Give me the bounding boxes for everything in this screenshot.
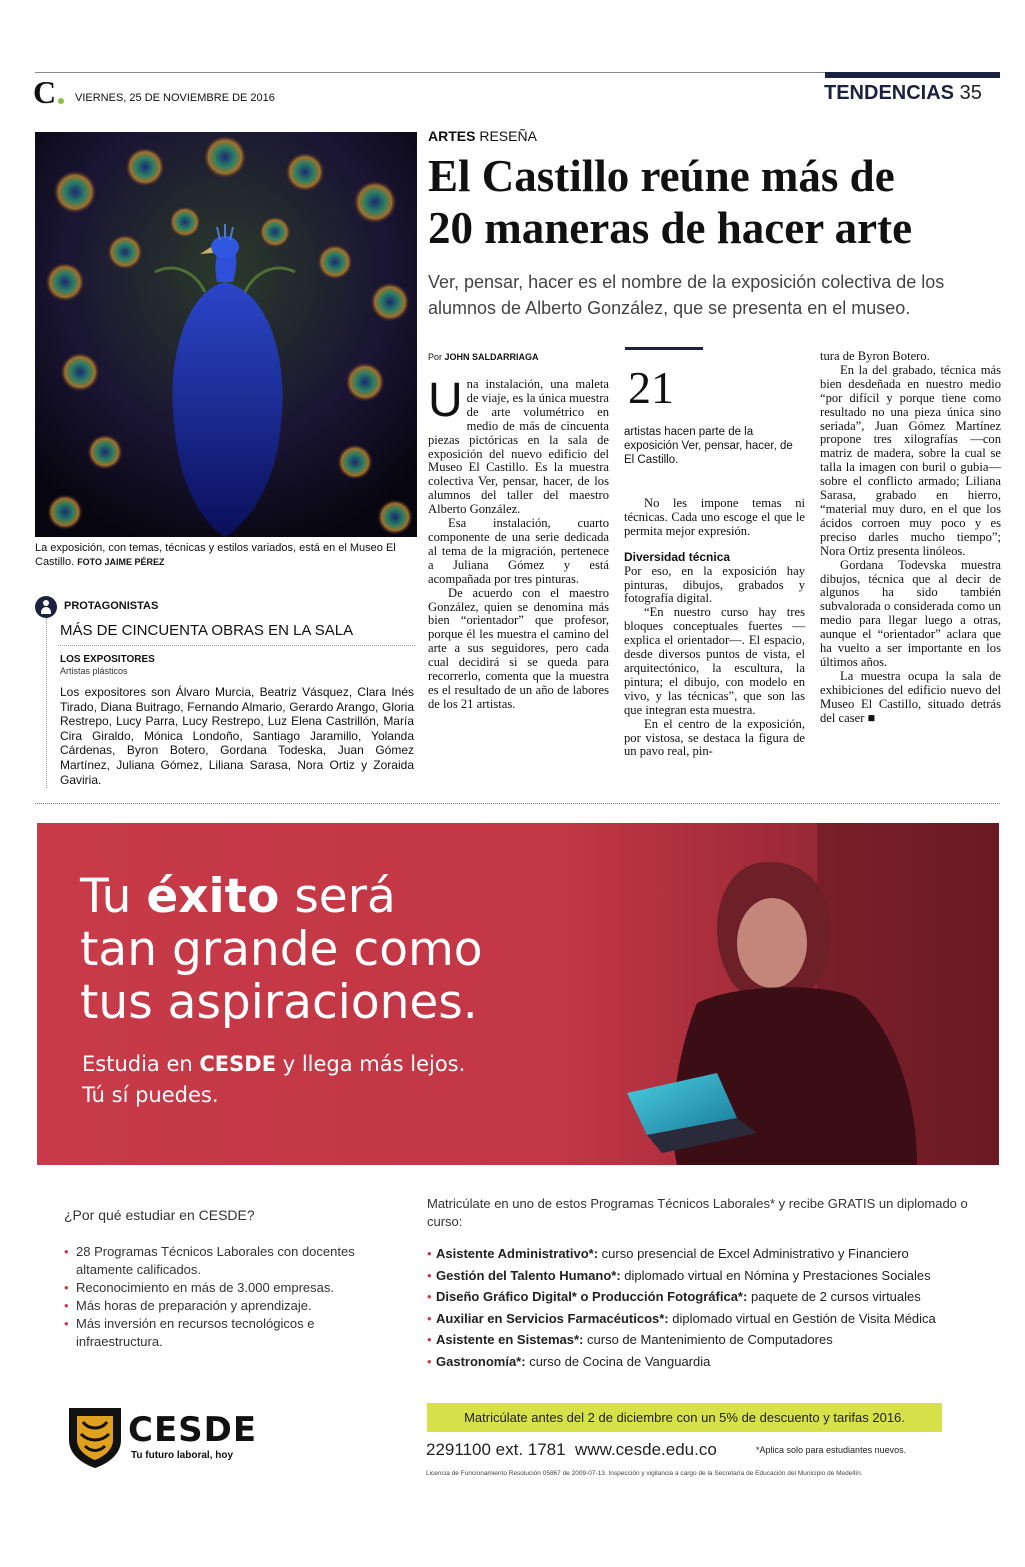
ad-sub-1b: CESDE [199,1052,277,1076]
cesde-brand: CESDE [128,1410,258,1450]
ad-headline [80,870,483,1029]
program-detail: curso de Cocina de Vanguardia [525,1353,711,1369]
paragraph: En la del grabado, técnica más bien desdeñada en nuestro medio “por difícil y porque tiene como resultado no una pieza única sino seriada”, Juan Gómez Martínez propone tres xilografías —con matriz de madera, sobre la cual se talla la imagen con buril o gubia— sobre el conflicto armado; Liliana Sarasa, grabado en hierro, “material muy duro, en el que los ácidos corroen muy poco y es preciso darles mucho tiempo”; Nora Ortiz presenta linóleos. [820,362,1001,558]
section-name: TENDENCIAS [824,82,955,104]
paragraph: De acuerdo con el maestro González, quien se denomina más bien “orientador” que profesor, porque él les muestra el camino del arte a sus seguidores, pero cada cual decidirá si se queda para recorrerlo, comenta que la muestra es el resultado de un año de labores de los 21 artistas. [428,585,609,711]
issue-date: VIERNES, 25 DE NOVIEMBRE DE 2016 [75,92,275,104]
cesde-tagline: Tu futuro laboral, hoy [131,1450,234,1461]
list-item [427,1286,997,1308]
list-item [427,1351,997,1373]
ad-sub-1c: y llega más lejos. [276,1052,466,1076]
program-name: Diseño Gráfico Digital* o Producción Fotográfica*: [436,1289,748,1304]
kicker [428,128,537,144]
ad-headline-1a: Tu [80,869,147,924]
paragraph: “En nuestro curso hay tres bloques conceptuales fuertes —explica el orientador—. El espacio, desde diversos puntos de vista, el arquitectónico, la escultura, la pintura; el dibujo, con modelo en vivo, y las técnicas”, que son las que integran esta muestra. [624,605,805,717]
programs-intro: Matricúlate en uno de estos Programas Técnicos Laborales* y recibe GRATIS un diplomado o curso: [427,1196,968,1229]
programs-list [427,1243,997,1372]
promo-banner: Matricúlate antes del 2 de diciembre con un 5% de descuento y tarifas 2016. [427,1403,942,1432]
program-detail: curso presencial de Excel Administrativo y Financiero [598,1246,909,1261]
program-name: Asistente en Sistemas*: [436,1332,584,1347]
paragraph: Gordana Todevska muestra dibujos, técnica que al decir de algunos ha sido también subvalorada o considerada como un medio para llegar luego a otras, aunque el “orientador” aclara que ha vuelto a ser importante en los últimos años. [820,557,1001,669]
stat-label: artistas hacen parte de la exposición Ver, pensar, hacer, de El Castillo. [624,426,793,466]
stat-bar [625,347,703,350]
ad-headline-1b: éxito [146,869,280,924]
program-detail: diplomado virtual en Nómina y Prestaciones Sociales [620,1267,931,1283]
paragraph: No les impone temas ni técnicas. Cada uno escoge el que le permita mejor expresión. [624,496,805,538]
byline-name: JOHN SALDARRIAGA [444,352,539,362]
byline [428,352,539,362]
program-name: Gastronomía*: [436,1353,526,1369]
program-detail: diplomado virtual en Gestión de Visita Médica [668,1310,936,1326]
person-icon [35,596,57,618]
subhead: Diversidad técnica [624,549,731,564]
paragraph: La muestra ocupa la sala de exhibiciones del edificio nuevo del Museo El Castillo, situado detrás del caser ■ [820,668,1001,725]
list-item: • Reconocimiento en más de 3.000 empresas. [64,1279,404,1297]
list-item: • 28 Programas Técnicos Laborales con docentes altamente calificados. [64,1243,404,1279]
byline-prefix: Por [428,352,443,362]
list-item: • Más inversión en recursos tecnológicos e infraestructura. [64,1315,404,1351]
dek: Ver, pensar, hacer es el nombre de la exposición colectiva de los alumnos de Alberto González, que se presenta en el museo. [428,272,945,318]
list-item [427,1329,997,1351]
article-column-1 [428,374,609,712]
why-title: ¿Por qué estudiar en CESDE? [64,1207,255,1223]
kicker-category: ARTES [428,128,476,144]
program-name: Asistente Administrativo*: [436,1246,599,1261]
stat-number: 21 [628,362,674,413]
program-detail: paquete de 2 cursos virtuales [747,1289,921,1304]
expositores-note: Artistas plásticos [60,666,128,676]
headline [428,150,1003,254]
kicker-type: RESEÑA [479,128,537,144]
dotted-rule [58,645,415,646]
list-item [427,1265,997,1287]
ad-subheadline [82,1049,465,1111]
photo-caption [35,541,415,569]
protagonistas-title: PROTAGONISTAS [64,600,159,612]
expositores-text: Los expositores son Álvaro Murcia, Beatriz Vásquez, Clara Inés Tirado, Diana Buitrago, Fernando Almario, Gerardo Arango, Gloria Restrepo, Lucy Parra, Lucy Restrepo, Luz Elena Castrillón, María Cira Giraldo, Mónica Londoño, Santiago Jaramillo, Yolanda Cárdenas, Byron Botero, Gordana Todeska, Juan Gómez Martínez, Juliana Gómez, Liliana Sarasa, Nora Ortiz y Zoraida Gaviria. [60,685,414,787]
program-detail: curso de Mantenimiento de Computadores [583,1332,833,1347]
paragraph: Por eso, en la exposición hay pinturas, dibujos, grabados y fotografía digital. [624,563,805,606]
footnote: *Aplica solo para estudiantes nuevos. [756,1445,907,1455]
contact-line [426,1440,717,1460]
ad-headline-2: tan grande como [80,922,483,977]
license-text: Licencia de Funcionamiento Resolución 05867 de 2009-07-13. Inspección y vigilancia a cargo de la Secretaría de Educación del Municipio de Medellín. [426,1470,863,1477]
ad-sub-1a: Estudia en [82,1052,200,1076]
ad-sub-2: Tú sí puedes. [82,1083,219,1107]
photo-credit: FOTO JAIME PÉREZ [77,557,165,567]
ad-headline-1c: será [279,869,396,924]
protagonistas-divider [46,618,48,788]
ad-separator [35,803,1000,804]
section-bar [825,72,1000,78]
list-item [427,1243,997,1265]
ad-headline-3: tus aspiraciones. [80,975,478,1030]
headline-line-2: 20 maneras de hacer arte [428,203,913,253]
phone: 2291100 ext. 1781 [426,1440,566,1459]
newspaper-logo: C [33,74,57,110]
drop-cap: U [428,374,463,427]
peacock-photo [35,132,417,537]
section-title [824,82,982,105]
paragraph: En el centro de la exposición, por vistosa, se destaca la figura de un pavo real, pin- [624,716,805,759]
program-name: Gestión del Talento Humano*: [436,1267,621,1283]
paragraph: tura de Byron Botero. [820,349,930,363]
list-item [427,1308,997,1330]
paragraph: Esa instalación, cuarto componente de una serie dedicada al tema de la migración, pertenece a Juliana Gómez y está acompañada por tres pinturas. [428,516,609,586]
article-column-3 [820,350,1001,725]
logo-dot [58,98,64,104]
article-column-2 [624,497,805,759]
website-link[interactable]: www.cesde.edu.co [575,1440,717,1459]
reasons-list [64,1243,404,1351]
protagonistas-blurb: MÁS DE CINCUENTA OBRAS EN LA SALA [60,622,354,639]
list-item: • Más horas de preparación y aprendizaje. [64,1297,404,1315]
headline-line-1: El Castillo reúne más de [428,151,895,201]
peacock-illustration [35,132,417,537]
paragraph: na instalación, una maleta de viaje, es la única muestra de arte volumétrico en medio de más de cincuenta piezas pictóricas en la sala de exposición del nuevo edificio del Museo El Castillo. Es la muestra colectiva Ver, pensar, hacer, de los alumnos del taller del maestro Alberto González. [428,377,609,517]
caption-text: La exposición, con temas, técnicas y estilos variados, está en el Museo El Castillo. [35,542,396,568]
program-name: Auxiliar en Servicios Farmacéuticos*: [436,1310,669,1326]
expositores-title: LOS EXPOSITORES [60,654,155,665]
page-number: 35 [959,82,982,104]
